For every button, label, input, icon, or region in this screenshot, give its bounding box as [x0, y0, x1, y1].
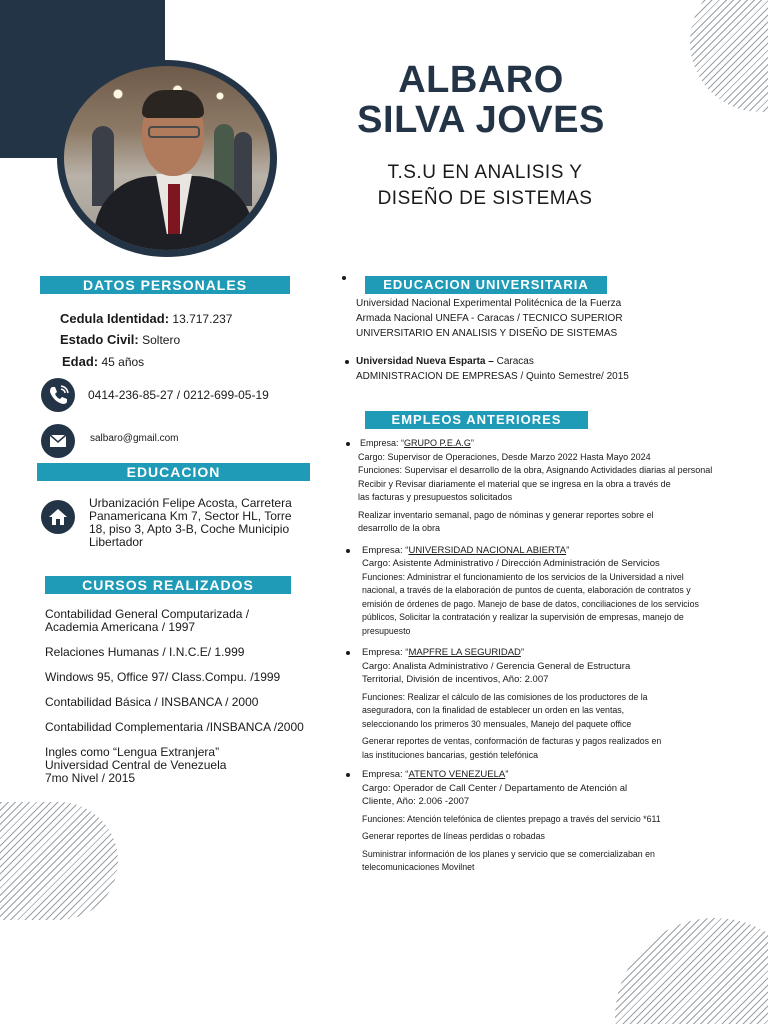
email-icon — [41, 424, 75, 458]
home-address: Urbanización Felipe Acosta, Carretera Panamericana Km 7, Sector HL, Torre 18, piso 3, Apto 3-B, Coche Municipio Libertador — [89, 496, 292, 549]
jobs-list — [358, 437, 738, 875]
section-datos-personales: DATOS PERSONALES — [40, 276, 290, 294]
profile-photo — [64, 66, 270, 250]
section-cursos-realizados: CURSOS REALIZADOS — [45, 576, 291, 594]
course-item: Contabilidad General Computarizada / Academia Americana / 1997 — [45, 607, 250, 634]
bullet — [346, 442, 350, 446]
university-unefa: Universidad Nacional Experimental Politécnica de la Fuerza Armada Nacional UNEFA - Caracas / TECNICO SUPERIOR UNIVERSITARIO EN ANALISIS Y DISEÑO DE SISTEMAS — [356, 298, 623, 339]
company-name: GRUPO P.E.A.G — [404, 438, 471, 448]
job-item: Empresa: “GRUPO P.E.A.G” Cargo: Supervisor de Operaciones, Desde Marzo 2022 Hasta Mayo 2024 Funciones: Supervisar el desarrollo de la obra, Asignando Actividades diarias al personal Recibir y Revisar diariamente el material que se ingresa en la obra a través de las facturas y presupuestos solicitados Realizar inventario semanal, pago de nóminas y generar reportes sobre el desarrollo de la obra — [358, 437, 738, 536]
bullet — [346, 651, 350, 655]
estado-civil-row: Estado Civil: Soltero — [60, 332, 181, 347]
bullet — [346, 773, 350, 777]
job-item: Empresa: “ATENTO VENEZUELA” Cargo: Operador de Call Center / Departamento de Atención al Cliente, Año: 2.006 -2007 Funciones: Atención telefónica de clientes prepago a través del servicio *611 Generar reportes de líneas perdidas o robadas Suministrar información de los planes y servicio que se comercializaban en telecomunicaciones Movilnet — [358, 768, 738, 875]
section-educacion-universitaria: EDUCACION UNIVERSITARIA — [365, 276, 607, 294]
email-address[interactable]: salbaro@gmail.com — [90, 433, 179, 444]
candidate-name: ALBARO SILVA JOVES — [357, 59, 605, 141]
course-item: Contabilidad Complementaria /INSBANCA /2000 — [45, 720, 304, 734]
phone-numbers: 0414-236-85-27 / 0212-699-05-19 — [88, 388, 269, 402]
hatched-circle-top-right — [690, 0, 768, 112]
course-item: Contabilidad Básica / INSBANCA / 2000 — [45, 695, 259, 709]
home-icon — [41, 500, 75, 534]
course-item-ingles: Ingles como “Lengua Extranjera” Universidad Central de Venezuela 7mo Nivel / 2015 — [45, 745, 227, 785]
bullet — [342, 276, 346, 280]
course-item: Windows 95, Office 97/ Class.Compu. /1999 — [45, 670, 281, 684]
hatched-circle-bottom-right — [615, 918, 768, 1024]
company-name: ATENTO VENEZUELA — [408, 769, 506, 780]
company-name: MAPFRE LA SEGURIDAD — [408, 647, 521, 658]
courses-list — [45, 608, 305, 797]
edad-row: Edad: 45 años — [62, 354, 145, 369]
course-item: Relaciones Humanas / I.N.C.E/ 1.999 — [45, 645, 245, 659]
section-empleos-anteriores: EMPLEOS ANTERIORES — [365, 411, 588, 429]
university-nueva-esparta: Universidad Nueva Esparta – Caracas ADMINISTRACION DE EMPRESAS / Quinto Semestre/ 2015 — [356, 356, 629, 382]
cedula-row: Cedula Identidad: 13.717.237 — [60, 311, 233, 326]
job-item: Empresa: “UNIVERSIDAD NACIONAL ABIERTA” Cargo: Asistente Administrativo / Dirección Administración de Servicios Funciones: Administrar el funcionamiento de los servicios de la Universidad a nivel nacional, a través de la elaboración de puntos de cuenta, elaboración de contratos y emisión de órdenes de pago. Manejo de base de datos, conciliaciones de los servicios públicos, Solicitar la contratación y realizar la supervisión de empresas, manejo de presupuesto — [358, 544, 738, 639]
candidate-title: T.S.U EN ANALISIS Y DISEÑO DE SISTEMAS — [377, 162, 593, 209]
job-item: Empresa: “MAPFRE LA SEGURIDAD” Cargo: Analista Administrativo / Gerencia General de Estructura Territorial, División de incentivos, Año: 2.007 Funciones: Realizar el cálculo de las comisiones de los productores de la aseguradora, con la finalidad de establecer un orden en las ventas, seleccionando los primeros 30 mensuales, Manejo del paquete office Generar reportes de ventas, conformación de facturas y pagos realizados en las instituciones bancarias, gestión telefónica — [358, 646, 738, 762]
phone-icon — [41, 378, 75, 412]
hatched-half-circle-bottom-left — [0, 802, 118, 920]
bullet — [345, 360, 349, 364]
section-educacion: EDUCACION — [37, 463, 310, 481]
company-name: UNIVERSIDAD NACIONAL ABIERTA — [408, 544, 567, 556]
bullet — [346, 549, 350, 553]
